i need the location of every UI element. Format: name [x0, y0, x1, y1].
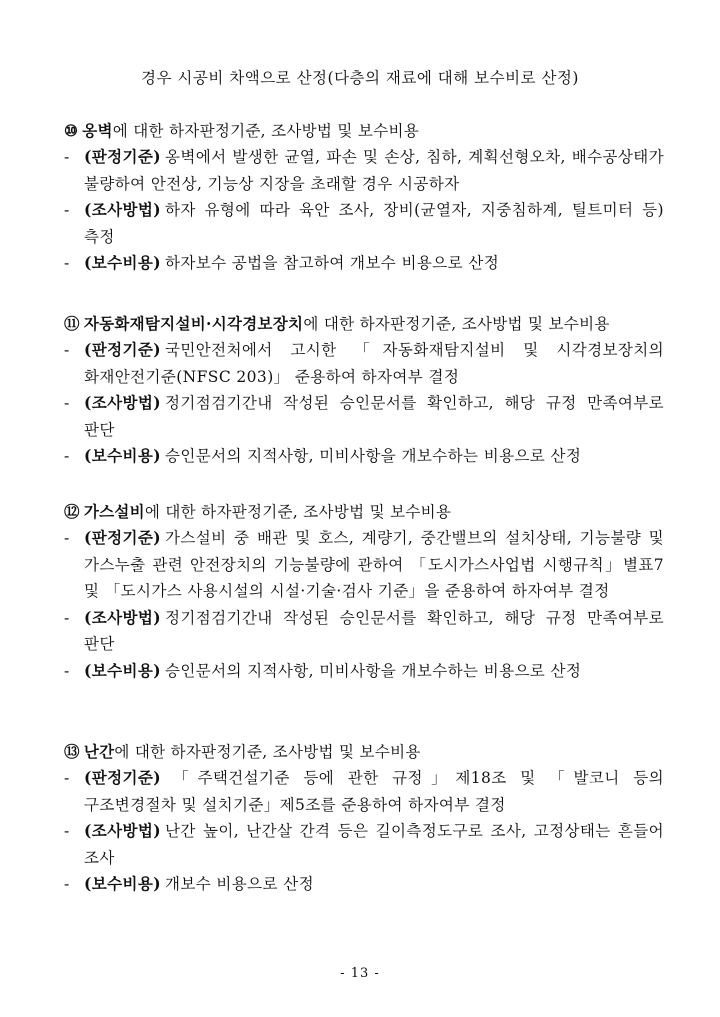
- item-text: 난간 높이, 난간살 간격 등은 길이측정도구로 조사, 고정상태는 흔들어 조사: [84, 822, 664, 867]
- page-number: - 13 -: [340, 966, 380, 981]
- item-text: 승인문서의 지적사항, 미비사항을 개보수하는 비용으로 산정: [164, 661, 582, 680]
- list-item: [64, 605, 664, 658]
- section-heading: [64, 739, 664, 765]
- item-text: 국민안전처에서 고시한 「자동화재탐지설비 및 시각경보장치의 화재안전기준(NFSC 203)」 준용하여 하자여부 결정: [84, 341, 664, 386]
- section-fire-detection: [64, 311, 664, 470]
- item-label: (판정기준): [84, 528, 161, 547]
- dash-marker: -: [64, 529, 70, 547]
- section-title-rest: 에 대한 하자판정기준, 조사방법 및 보수비용: [114, 743, 421, 761]
- list-item: [64, 197, 664, 250]
- list-item: [64, 871, 664, 898]
- dash-marker: -: [64, 148, 70, 166]
- item-text: 정기점검기간내 작성된 승인문서를 확인하고, 해당 규정 만족여부로 판단: [84, 394, 664, 439]
- dash-marker: -: [64, 608, 70, 627]
- item-label: (판정기준): [84, 340, 161, 359]
- dash-marker: -: [64, 254, 70, 272]
- list-item: [64, 818, 664, 871]
- dash-marker: -: [64, 875, 70, 893]
- section-heading: [64, 499, 664, 525]
- section-title-rest: 에 대한 하자판정기준, 조사방법 및 보수비용: [144, 503, 452, 521]
- dash-marker: -: [64, 201, 70, 219]
- item-label: (보수비용): [84, 660, 161, 680]
- item-text: 하자 유형에 따라 육안 조사, 장비(균열자, 지중침하계, 틸트미터 등) 측정: [84, 201, 664, 246]
- item-label: (조사방법): [84, 821, 161, 840]
- item-label: (판정기준): [84, 768, 161, 787]
- dash-marker: -: [64, 769, 70, 787]
- section-title-bold: 자동화재탐지설비·시각경보장치: [83, 314, 304, 333]
- section-heading: [64, 311, 664, 337]
- list-item: [64, 525, 664, 605]
- item-text: 옹벽에서 발생한 균열, 파손 및 손상, 침하, 계획선형오차, 배수공상태가 불량하여 안전상, 기능상 지장을 초래할 경우 시공하자: [84, 148, 664, 193]
- item-label: (조사방법): [84, 607, 161, 627]
- item-text: 가스설비 중 배관 및 호스, 계량기, 중간밸브의 설치상태, 기능불량 및 가스누출 관련 안전장치의 기능불량에 관하여 「도시가스사업법 시행규칙」별표7 및 「도시가스 사용시설의 시설·기술·검사 기준」을 준용하여 하자여부 결정: [84, 529, 664, 600]
- section-number: ⑪: [64, 314, 80, 333]
- dash-marker: -: [64, 394, 70, 412]
- dash-marker: -: [64, 341, 70, 359]
- dash-marker: -: [64, 661, 70, 680]
- item-text: 승인문서의 지적사항, 미비사항을 개보수하는 비용으로 산정: [164, 447, 582, 465]
- item-label: (보수비용): [84, 874, 161, 893]
- section-number: ⑬: [64, 742, 80, 761]
- section-heading: [64, 118, 664, 144]
- section-retaining-wall: [64, 118, 664, 277]
- item-label: (조사방법): [84, 200, 161, 219]
- list-item: [64, 765, 664, 818]
- list-item: [64, 337, 664, 390]
- section-title-rest: 에 대한 하자판정기준, 조사방법 및 보수비용: [303, 315, 610, 333]
- list-item: [64, 390, 664, 443]
- dash-marker: -: [64, 447, 70, 465]
- list-item: [64, 144, 664, 197]
- section-title-bold: 난간: [83, 742, 115, 761]
- intro-line: 경우 시공비 차액으로 산정(다층의 재료에 대해 보수비로 산정): [141, 69, 579, 87]
- list-item: [64, 658, 664, 685]
- section-number: ⑩: [64, 121, 79, 140]
- item-label: (보수비용): [84, 446, 161, 465]
- section-title-bold: 옹벽: [82, 121, 113, 140]
- item-label: (보수비용): [84, 253, 161, 272]
- item-label: (판정기준): [84, 147, 161, 166]
- list-item: [64, 250, 664, 277]
- section-railing: [64, 739, 664, 898]
- item-text: 「주택건설기준 등에 관한 규정」제18조 및 「발코니 등의 구조변경절차 및 설치기준」제5조를 준용하여 하자여부 결정: [84, 769, 664, 814]
- section-number: ⑫: [64, 502, 80, 521]
- item-text: 개보수 비용으로 산정: [164, 875, 314, 893]
- section-gas-equipment: [64, 499, 664, 684]
- item-text: 정기점검기간내 작성된 승인문서를 확인하고, 해당 규정 만족여부로 판단: [84, 608, 664, 653]
- item-text: 하자보수 공법을 참고하여 개보수 비용으로 산정: [164, 254, 500, 272]
- item-label: (조사방법): [84, 393, 161, 412]
- list-item: [64, 443, 664, 470]
- section-title-bold: 가스설비: [83, 502, 145, 521]
- section-title-rest: 에 대한 하자판정기준, 조사방법 및 보수비용: [112, 122, 420, 140]
- dash-marker: -: [64, 822, 70, 840]
